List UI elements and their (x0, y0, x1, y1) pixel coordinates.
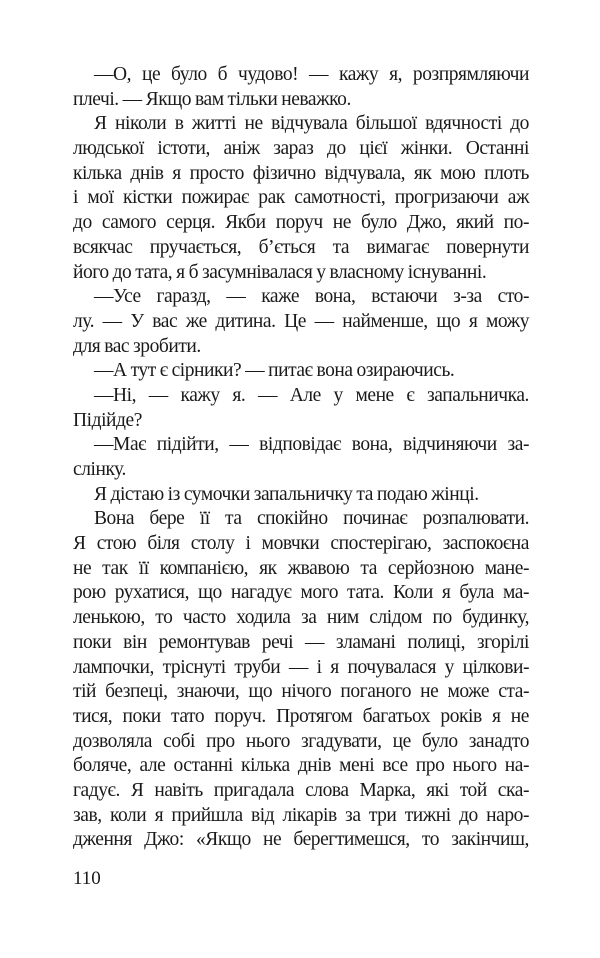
text-line: для вас зробити. (73, 335, 201, 357)
text-line: ленькою, то часто ходила за ним слідом по будинку, (73, 607, 529, 629)
text-line: —Усе гаразд, — каже вона, встаючи з-за сто- (94, 286, 529, 308)
text-line: —Ні, — кажу я. — Але у мене є запальничка. (94, 384, 529, 406)
text-line: Підійде? (73, 409, 142, 431)
text-line: не так її компанією, як жвавою та серйозною мане- (73, 557, 529, 579)
text-line: боляче, але останні кілька днів мені все про нього на- (73, 755, 529, 777)
text-line: кілька днів я просто фізично відчувала, як мою плоть (73, 162, 529, 184)
text-line: людської істоти, аніж зараз до цієї жінки. Останні (73, 138, 529, 160)
text-line: тися, поки тато поруч. Протягом багатьох років я не (73, 705, 529, 727)
body-text (73, 63, 529, 853)
text-line: Я стою біля столу і мовчки спостерігаю, заспокоєна (73, 533, 529, 555)
text-line: гадує. Я навіть пригадала слова Марка, які той ска- (73, 779, 529, 801)
text-line: —О, це було б чудово! — кажу я, розпрямляючи (94, 64, 529, 85)
text-line: лампочки, тріснуті труби — і я почувалася у цілкови- (73, 656, 529, 678)
text-line: Я ніколи в житті не відчувала більшої вдячності до (94, 113, 529, 135)
text-line: слінку. (73, 459, 126, 480)
text-line: Я дістаю із сумочки запальничку та подаю жінці. (94, 483, 479, 505)
text-line: дження Джо: «Якщо не берегтимешся, то закінчиш, (73, 829, 529, 851)
page-number: 110 (73, 868, 101, 889)
text-line: дозволяла собі про нього згадувати, це було занадто (73, 730, 529, 752)
text-line: —А тут є сірники? — питає вона озираючись. (94, 360, 455, 382)
text-line: тій безпеці, знаючи, що нічого поганого не може ста- (73, 681, 529, 703)
text-line: —Має підійти, — відповідає вона, відчиняючи за- (94, 434, 529, 456)
text-line: його до тата, я б засумнівалася у власному існуванні. (73, 261, 487, 283)
text-line: рою рухатися, що нагадує мого тата. Коли я була ма- (73, 582, 529, 604)
text-line: зав, коли я прийшла від лікарів за три тижні до наро- (73, 804, 529, 826)
text-line: Вона бере її та спокійно починає розпалювати. (94, 508, 529, 530)
text-line: плечі. — Якщо вам тільки неважко. (73, 88, 351, 110)
text-line: і мої кістки пожирає рак самотності, прогризаючи аж (73, 187, 529, 209)
text-line: до самого серця. Якби поруч не було Джо, який по- (73, 212, 529, 234)
text-line: лу. — У вас же дитина. Це — найменше, що я можу (73, 310, 529, 332)
text-line: поки він ремонтував речі — зламані полиці, згорілі (73, 631, 529, 653)
text-line: всякчас пручається, б’ється та вимагає повернути (73, 236, 529, 258)
